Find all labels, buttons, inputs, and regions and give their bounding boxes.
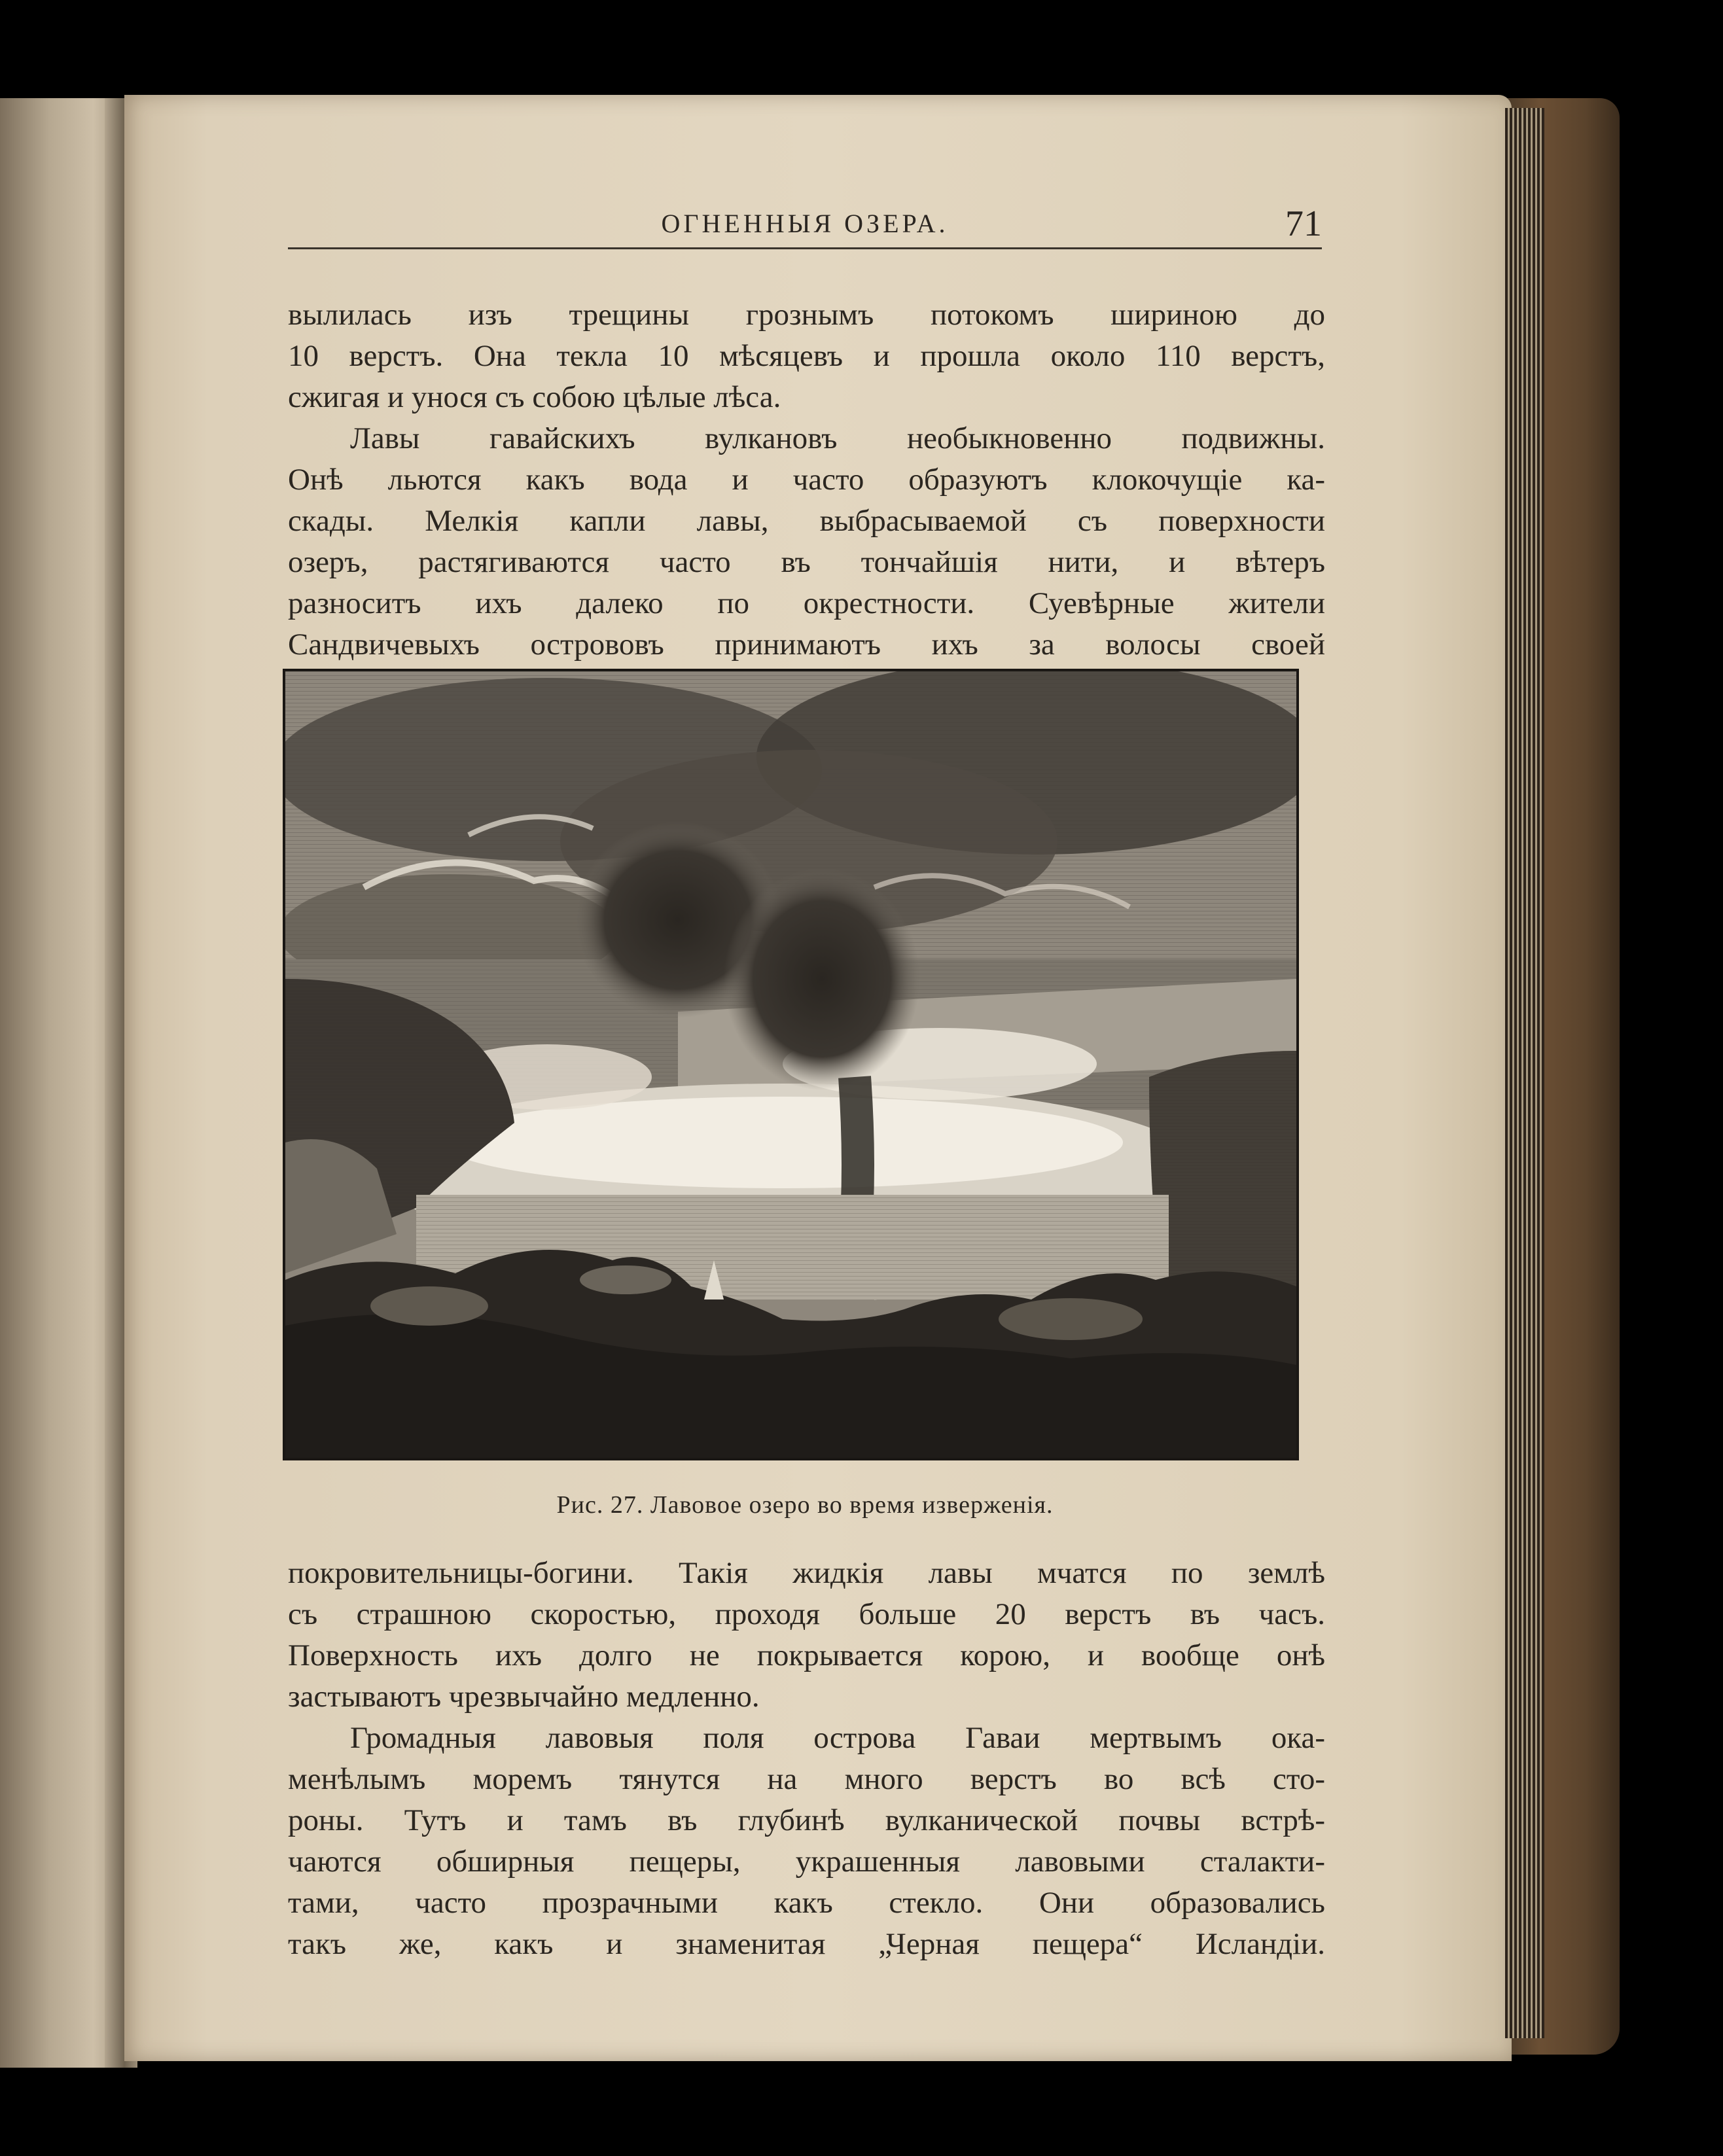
lava-lake-engraving (285, 671, 1296, 1458)
page-edges (1505, 108, 1544, 2038)
text-line: покровительницы-богини. Такія жидкія лавы мчатся по землѣ (288, 1556, 1325, 1590)
text-line: 10 верстъ. Она текла 10 мѣсяцевъ и прошла около 110 верстъ, (288, 339, 1325, 373)
page-number: 71 (1285, 203, 1322, 244)
text-line: Онѣ льются какъ вода и часто образуютъ клокочущіе ка- (288, 463, 1325, 497)
text-line: тами, часто прозрачными какъ стекло. Они образовались (288, 1886, 1325, 1920)
text-line: застываютъ чрезвычайно медленно. (288, 1680, 760, 1714)
text-block-top (288, 294, 1325, 665)
text-line: Громадныя лавовыя поля острова Гаваи мертвымъ ока- (350, 1721, 1325, 1755)
text-block-bottom (288, 1553, 1325, 1965)
running-title: ОГНЕННЫЯ ОЗЕРА. (661, 209, 949, 238)
text-line: съ страшною скоростью, проходя больше 20 верстъ въ часъ. (288, 1597, 1325, 1631)
text-line: озеръ, растягиваются часто въ тончайшія нити, и вѣтеръ (288, 545, 1325, 579)
text-line: разноситъ ихъ далеко по окрестности. Суевѣрные жители (288, 586, 1325, 620)
text-line: скады. Мелкія капли лавы, выбрасываемой съ поверхности (288, 504, 1325, 538)
header-rule (288, 247, 1322, 249)
text-line: менѣлымъ моремъ тянутся на много верстъ во всѣ сто- (288, 1762, 1325, 1796)
engraving-illustration (283, 669, 1299, 1460)
text-line: роны. Тутъ и тамъ въ глубинѣ вулканической почвы встрѣ- (288, 1803, 1325, 1837)
text-line: сжигая и унося съ собою цѣлые лѣса. (288, 380, 781, 414)
figure-caption: Рис. 27. Лавовое озеро во время изверженія. (556, 1491, 1054, 1519)
text-line: чаются обширныя пещеры, украшенныя лавовыми сталакти- (288, 1845, 1325, 1879)
text-line: такъ же, какъ и знаменитая „Черная пещера“ Исландіи. (288, 1927, 1325, 1961)
text-line: Лавы гавайскихъ вулкановъ необыкновенно подвижны. (350, 421, 1325, 455)
text-line: Сандвичевыхъ острововъ принимаютъ ихъ за волосы своей (288, 627, 1325, 662)
text-line: Поверхность ихъ долго не покрывается корою, и вообще онѣ (288, 1638, 1325, 1672)
text-line: вылилась изъ трещины грознымъ потокомъ шириною до (288, 298, 1325, 332)
running-head (288, 203, 1322, 249)
